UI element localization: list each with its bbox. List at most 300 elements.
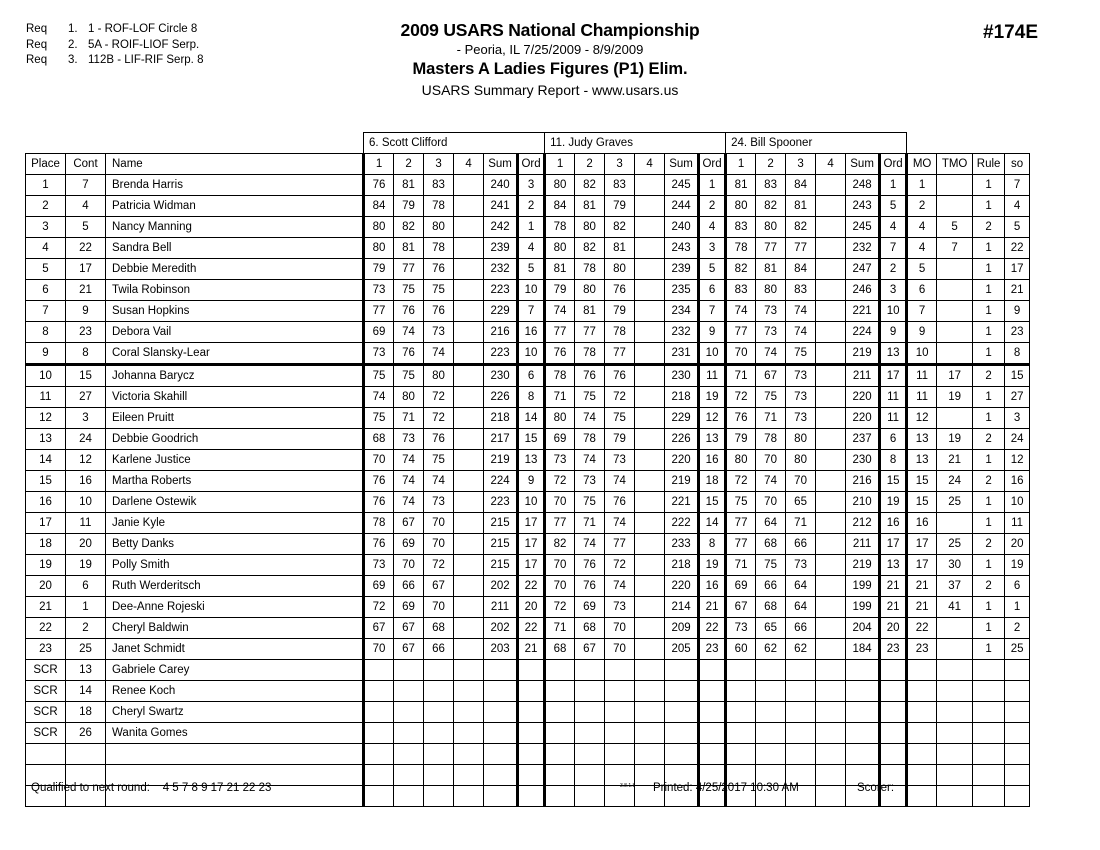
cell-judge-score: 82 <box>575 175 605 196</box>
cell-judge-ordinal <box>699 723 726 744</box>
cell-judge-score: 66 <box>786 618 816 639</box>
cell-judge-score <box>545 660 575 681</box>
cell-judge-sum: 219 <box>665 471 699 492</box>
cell-judge-score <box>756 702 786 723</box>
cell-judge-score: 73 <box>605 450 635 471</box>
cell-judge-score <box>454 217 484 238</box>
cell-judge-score <box>394 744 424 765</box>
cell-judge-sum: 247 <box>846 259 880 280</box>
championship-title: 2009 USARS National Championship <box>400 20 700 40</box>
cell-judge-ordinal: 21 <box>880 597 907 618</box>
cell-judge-ordinal: 21 <box>880 576 907 597</box>
cell-judge-sum <box>484 702 518 723</box>
table-row <box>26 471 1030 492</box>
cell-judge-score: 76 <box>726 408 756 429</box>
cell-judge-score: 74 <box>756 471 786 492</box>
cell-judge-score: 71 <box>545 618 575 639</box>
cell-contestant-number: 23 <box>66 322 106 343</box>
cell-judge-score: 76 <box>575 365 605 387</box>
col-header-figure-2: 2 <box>394 154 424 175</box>
cell-judge-ordinal: 22 <box>518 576 545 597</box>
cell-contestant-number: 19 <box>66 555 106 576</box>
cell-judge-score: 70 <box>364 639 394 660</box>
cell-judge-score: 81 <box>605 238 635 259</box>
cell-judge-score <box>454 660 484 681</box>
cell-judge-score <box>454 744 484 765</box>
cell-judge-score <box>816 618 846 639</box>
cell-total-majority-ordinal <box>937 639 973 660</box>
cell-skate-order: 20 <box>1005 534 1030 555</box>
cell-judge-score <box>364 723 394 744</box>
cell-majority-ordinal: 2 <box>907 196 937 217</box>
report-subtitle: USARS Summary Report - www.usars.us <box>421 82 679 98</box>
cell-skate-order: 24 <box>1005 429 1030 450</box>
cell-judge-score: 79 <box>364 259 394 280</box>
cell-judge-sum <box>846 702 880 723</box>
cell-judge-score <box>454 555 484 576</box>
cell-contestant-number: 9 <box>66 301 106 322</box>
cell-judge-score: 82 <box>545 534 575 555</box>
cell-judge-score <box>786 723 816 744</box>
cell-skater-name: Ruth Werderitsch <box>106 576 364 597</box>
cell-rule <box>973 660 1005 681</box>
requirement-label: Req <box>26 23 48 35</box>
cell-judge-score: 83 <box>424 175 454 196</box>
cell-judge-score: 70 <box>756 492 786 513</box>
cell-total-majority-ordinal: 24 <box>937 471 973 492</box>
cell-judge-score: 70 <box>424 534 454 555</box>
cell-judge-score <box>394 702 424 723</box>
cell-rule: 2 <box>973 429 1005 450</box>
cell-judge-score: 71 <box>726 365 756 387</box>
cell-place: 7 <box>26 301 66 322</box>
cell-judge-sum <box>484 660 518 681</box>
cell-judge-ordinal: 6 <box>699 280 726 301</box>
cell-judge-sum: 246 <box>846 280 880 301</box>
cell-judge-score: 70 <box>424 597 454 618</box>
cell-skater-name: Cheryl Baldwin <box>106 618 364 639</box>
cell-judge-score: 80 <box>575 217 605 238</box>
cell-judge-ordinal <box>518 702 545 723</box>
col-header-ord: Ord <box>518 154 545 175</box>
cell-judge-score: 73 <box>424 492 454 513</box>
col-header-sum: Sum <box>484 154 518 175</box>
cell-place: 8 <box>26 322 66 343</box>
cell-rule: 1 <box>973 238 1005 259</box>
cell-judge-score <box>454 450 484 471</box>
cell-judge-sum <box>484 744 518 765</box>
cell-judge-score <box>635 429 665 450</box>
cell-judge-sum: 237 <box>846 429 880 450</box>
cell-place: 19 <box>26 555 66 576</box>
cell-skate-order: 8 <box>1005 343 1030 365</box>
table-row <box>26 513 1030 534</box>
cell-judge-score: 84 <box>364 196 394 217</box>
cell-judge-score <box>756 681 786 702</box>
cell-judge-score <box>635 196 665 217</box>
cell-judge-score: 76 <box>364 534 394 555</box>
cell-judge-score: 76 <box>575 576 605 597</box>
cell-judge-score: 82 <box>726 259 756 280</box>
cell-judge-score <box>816 660 846 681</box>
table-row <box>26 196 1030 217</box>
cell-judge-sum: 211 <box>484 597 518 618</box>
cell-majority-ordinal: 22 <box>907 618 937 639</box>
cell-rule: 1 <box>973 492 1005 513</box>
cell-skate-order: 12 <box>1005 450 1030 471</box>
cell-judge-ordinal <box>518 744 545 765</box>
cell-judge-score: 77 <box>545 513 575 534</box>
cell-judge-score: 77 <box>756 238 786 259</box>
table-row <box>26 744 1030 765</box>
cell-judge-sum: 220 <box>665 450 699 471</box>
cell-judge-score <box>816 387 846 408</box>
cell-place: 20 <box>26 576 66 597</box>
cell-skate-order <box>1005 744 1030 765</box>
cell-judge-score <box>816 513 846 534</box>
cell-judge-score: 76 <box>364 471 394 492</box>
cell-total-majority-ordinal <box>937 786 973 807</box>
cell-judge-score: 74 <box>786 301 816 322</box>
cell-rule: 1 <box>973 259 1005 280</box>
cell-judge-ordinal: 17 <box>518 513 545 534</box>
cell-judge-ordinal: 19 <box>880 492 907 513</box>
cell-judge-score <box>635 322 665 343</box>
cell-judge-score <box>575 723 605 744</box>
cell-majority-ordinal: 17 <box>907 534 937 555</box>
cell-majority-ordinal: 12 <box>907 408 937 429</box>
cell-judge-sum: 223 <box>484 492 518 513</box>
cell-judge-sum: 234 <box>665 301 699 322</box>
cell-judge-score: 73 <box>786 365 816 387</box>
results-table-body <box>26 133 1030 807</box>
cell-judge-sum: 224 <box>846 322 880 343</box>
cell-judge-score: 62 <box>786 639 816 660</box>
cell-skate-order <box>1005 681 1030 702</box>
cell-judge-ordinal: 17 <box>880 365 907 387</box>
cell-judge-score <box>816 765 846 786</box>
cell-place: 6 <box>26 280 66 301</box>
cell-judge-score <box>816 238 846 259</box>
cell-judge-score <box>364 765 394 786</box>
cell-judge-sum <box>846 744 880 765</box>
cell-contestant-number: 15 <box>66 365 106 387</box>
cell-majority-ordinal: 16 <box>907 513 937 534</box>
cell-place: SCR <box>26 702 66 723</box>
cell-judge-ordinal: 22 <box>699 618 726 639</box>
cell-judge-sum: 216 <box>846 471 880 492</box>
cell-judge-score: 71 <box>575 513 605 534</box>
cell-place <box>26 744 66 765</box>
table-row <box>26 618 1030 639</box>
col-header-ord: Ord <box>699 154 726 175</box>
table-row <box>26 723 1030 744</box>
cell-judge-score: 67 <box>364 618 394 639</box>
cell-skater-name: Darlene Ostewik <box>106 492 364 513</box>
cell-total-majority-ordinal <box>937 681 973 702</box>
cell-judge-ordinal: 13 <box>880 555 907 576</box>
cell-judge-sum <box>484 681 518 702</box>
cell-judge-score: 72 <box>545 471 575 492</box>
cell-judge-sum: 230 <box>846 450 880 471</box>
cell-judge-score: 74 <box>575 534 605 555</box>
cell-total-majority-ordinal <box>937 196 973 217</box>
table-row <box>26 681 1030 702</box>
cell-judge-score <box>635 618 665 639</box>
cell-skate-order: 19 <box>1005 555 1030 576</box>
cell-judge-ordinal: 8 <box>518 387 545 408</box>
cell-judge-score: 77 <box>726 534 756 555</box>
cell-judge-ordinal: 7 <box>880 238 907 259</box>
cell-judge-ordinal: 8 <box>880 450 907 471</box>
cell-judge-score: 76 <box>364 175 394 196</box>
cell-judge-score <box>635 408 665 429</box>
cell-contestant-number: 26 <box>66 723 106 744</box>
cell-judge-score: 80 <box>545 175 575 196</box>
cell-judge-score <box>816 744 846 765</box>
table-row <box>26 492 1030 513</box>
cell-skater-name: Gabriele Carey <box>106 660 364 681</box>
cell-judge-score <box>575 744 605 765</box>
cell-judge-ordinal: 7 <box>699 301 726 322</box>
cell-rule: 1 <box>973 196 1005 217</box>
cell-skater-name: Coral Slansky-Lear <box>106 343 364 365</box>
table-row <box>26 175 1030 196</box>
cell-judge-score <box>635 744 665 765</box>
cell-rule <box>973 786 1005 807</box>
cell-total-majority-ordinal <box>937 744 973 765</box>
cell-judge-ordinal: 15 <box>699 492 726 513</box>
cell-majority-ordinal <box>907 723 937 744</box>
cell-judge-sum <box>665 744 699 765</box>
cell-place: 14 <box>26 450 66 471</box>
cell-judge-score: 64 <box>756 513 786 534</box>
cell-rule: 1 <box>973 513 1005 534</box>
cell-rule: 1 <box>973 301 1005 322</box>
page-header <box>0 0 1100 112</box>
cell-judge-score <box>635 471 665 492</box>
cell-contestant-number: 12 <box>66 450 106 471</box>
cell-judge-ordinal: 14 <box>518 408 545 429</box>
cell-judge-score: 66 <box>756 576 786 597</box>
cell-judge-score <box>816 196 846 217</box>
cell-judge-sum: 243 <box>665 238 699 259</box>
cell-judge-score <box>635 365 665 387</box>
cell-judge-score: 70 <box>545 492 575 513</box>
printed-timestamp: Printed: 4/25/2017 10:30 AM <box>653 782 799 794</box>
cell-judge-sum <box>665 702 699 723</box>
cell-majority-ordinal: 4 <box>907 238 937 259</box>
cell-total-majority-ordinal <box>937 660 973 681</box>
cell-judge-score <box>635 597 665 618</box>
table-row <box>26 301 1030 322</box>
cell-judge-score: 80 <box>394 387 424 408</box>
cell-judge-score <box>454 681 484 702</box>
cell-skater-name: Cheryl Swartz <box>106 702 364 723</box>
cell-judge-ordinal <box>518 786 545 807</box>
cell-contestant-number: 7 <box>66 175 106 196</box>
cell-judge-score <box>454 280 484 301</box>
cell-judge-sum: 245 <box>846 217 880 238</box>
cell-judge-ordinal: 3 <box>880 280 907 301</box>
cell-judge-score: 67 <box>575 639 605 660</box>
cell-skate-order: 17 <box>1005 259 1030 280</box>
cell-judge-score: 78 <box>575 259 605 280</box>
cell-judge-score: 83 <box>726 280 756 301</box>
cell-judge-score: 72 <box>545 597 575 618</box>
cell-judge-score <box>575 786 605 807</box>
cell-judge-score: 81 <box>575 196 605 217</box>
cell-judge-score: 78 <box>545 217 575 238</box>
cell-contestant-number: 25 <box>66 639 106 660</box>
cell-judge-score: 75 <box>424 450 454 471</box>
cell-judge-score: 83 <box>756 175 786 196</box>
cell-skater-name: Nancy Manning <box>106 217 364 238</box>
cell-contestant-number: 13 <box>66 660 106 681</box>
cell-contestant-number: 17 <box>66 259 106 280</box>
cell-judge-score <box>605 702 635 723</box>
table-row <box>26 597 1030 618</box>
cell-majority-ordinal: 23 <box>907 639 937 660</box>
cell-judge-score: 82 <box>756 196 786 217</box>
cell-rule: 1 <box>973 343 1005 365</box>
cell-judge-score <box>816 702 846 723</box>
cell-place: 21 <box>26 597 66 618</box>
cell-judge-sum: 219 <box>846 555 880 576</box>
cell-judge-score: 62 <box>756 639 786 660</box>
cell-judge-ordinal: 22 <box>518 618 545 639</box>
cell-judge-score <box>816 597 846 618</box>
cell-rule: 1 <box>973 618 1005 639</box>
cell-judge-score: 70 <box>364 450 394 471</box>
cell-majority-ordinal <box>907 744 937 765</box>
cell-judge-score: 70 <box>726 343 756 365</box>
cell-judge-score <box>454 322 484 343</box>
cell-judge-score: 69 <box>364 322 394 343</box>
table-row <box>26 280 1030 301</box>
col-header-figure-2: 2 <box>575 154 605 175</box>
results-table <box>25 132 1030 807</box>
cell-place: 23 <box>26 639 66 660</box>
cell-judge-sum: 218 <box>484 408 518 429</box>
cell-judge-score: 77 <box>575 322 605 343</box>
cell-judge-score: 74 <box>575 408 605 429</box>
cell-judge-score: 77 <box>364 301 394 322</box>
cell-judge-ordinal <box>518 681 545 702</box>
cell-judge-ordinal: 11 <box>699 365 726 387</box>
cell-skate-order: 1 <box>1005 597 1030 618</box>
event-number: #174E <box>983 22 1038 43</box>
cell-judge-ordinal: 16 <box>880 513 907 534</box>
requirement-number: 3. <box>68 54 78 66</box>
cell-judge-score: 73 <box>545 450 575 471</box>
cell-judge-score <box>816 175 846 196</box>
cell-skater-name: Victoria Skahill <box>106 387 364 408</box>
cell-majority-ordinal <box>907 702 937 723</box>
col-header-figure-4: 4 <box>635 154 665 175</box>
cell-judge-ordinal: 5 <box>518 259 545 280</box>
cell-place: 12 <box>26 408 66 429</box>
cell-judge-score: 71 <box>726 555 756 576</box>
cell-judge-sum: 210 <box>846 492 880 513</box>
cell-judge-score: 77 <box>726 322 756 343</box>
cell-contestant-number: 18 <box>66 702 106 723</box>
cell-place: SCR <box>26 681 66 702</box>
cell-judge-score <box>605 660 635 681</box>
cell-judge-sum: 202 <box>484 618 518 639</box>
cell-judge-score <box>575 702 605 723</box>
cell-rule <box>973 744 1005 765</box>
table-row <box>26 365 1030 387</box>
cell-judge-sum <box>846 660 880 681</box>
cell-total-majority-ordinal <box>937 259 973 280</box>
cell-judge-score <box>816 555 846 576</box>
cell-place: 22 <box>26 618 66 639</box>
cell-judge-score: 83 <box>786 280 816 301</box>
cell-majority-ordinal: 11 <box>907 387 937 408</box>
judge-banner-row <box>26 133 1030 154</box>
cell-judge-score: 75 <box>605 408 635 429</box>
table-row <box>26 343 1030 365</box>
cell-judge-score <box>635 513 665 534</box>
cell-place: 10 <box>26 365 66 387</box>
cell-skater-name: Debbie Goodrich <box>106 429 364 450</box>
cell-judge-score: 78 <box>726 238 756 259</box>
requirement-text: 1 - ROF-LOF Circle 8 <box>88 23 198 35</box>
cell-judge-sum: 215 <box>484 513 518 534</box>
cell-judge-sum: 239 <box>484 238 518 259</box>
cell-judge-score: 78 <box>545 365 575 387</box>
cell-judge-ordinal: 8 <box>699 534 726 555</box>
cell-judge-ordinal: 13 <box>699 429 726 450</box>
cell-rule: 2 <box>973 217 1005 238</box>
cell-judge-score: 66 <box>786 534 816 555</box>
cell-judge-score: 73 <box>786 408 816 429</box>
cell-judge-score <box>635 450 665 471</box>
cell-place: 1 <box>26 175 66 196</box>
cell-judge-score <box>635 660 665 681</box>
cell-skate-order: 27 <box>1005 387 1030 408</box>
cell-judge-ordinal <box>880 681 907 702</box>
software-version: 3.8.1.8 <box>620 783 636 789</box>
cell-judge-score <box>454 175 484 196</box>
cell-judge-sum: 199 <box>846 576 880 597</box>
cell-judge-sum: 233 <box>665 534 699 555</box>
cell-judge-score <box>424 660 454 681</box>
cell-judge-score: 74 <box>394 322 424 343</box>
cell-judge-score <box>454 786 484 807</box>
cell-judge-score: 74 <box>394 492 424 513</box>
cell-skate-order: 15 <box>1005 365 1030 387</box>
cell-judge-score <box>454 723 484 744</box>
col-header-tmo: TMO <box>937 154 973 175</box>
cell-judge-sum: 229 <box>484 301 518 322</box>
cell-contestant-number: 5 <box>66 217 106 238</box>
cell-skate-order: 22 <box>1005 238 1030 259</box>
cell-rule: 2 <box>973 534 1005 555</box>
col-header-figure-4: 4 <box>816 154 846 175</box>
cell-judge-score: 75 <box>394 280 424 301</box>
cell-judge-score <box>816 681 846 702</box>
cell-majority-ordinal: 7 <box>907 301 937 322</box>
cell-skater-name: Karlene Justice <box>106 450 364 471</box>
cell-judge-sum <box>665 681 699 702</box>
cell-judge-score: 84 <box>545 196 575 217</box>
cell-skater-name: Wanita Gomes <box>106 723 364 744</box>
cell-judge-score <box>816 259 846 280</box>
cell-judge-sum: 220 <box>846 408 880 429</box>
cell-judge-score <box>454 301 484 322</box>
